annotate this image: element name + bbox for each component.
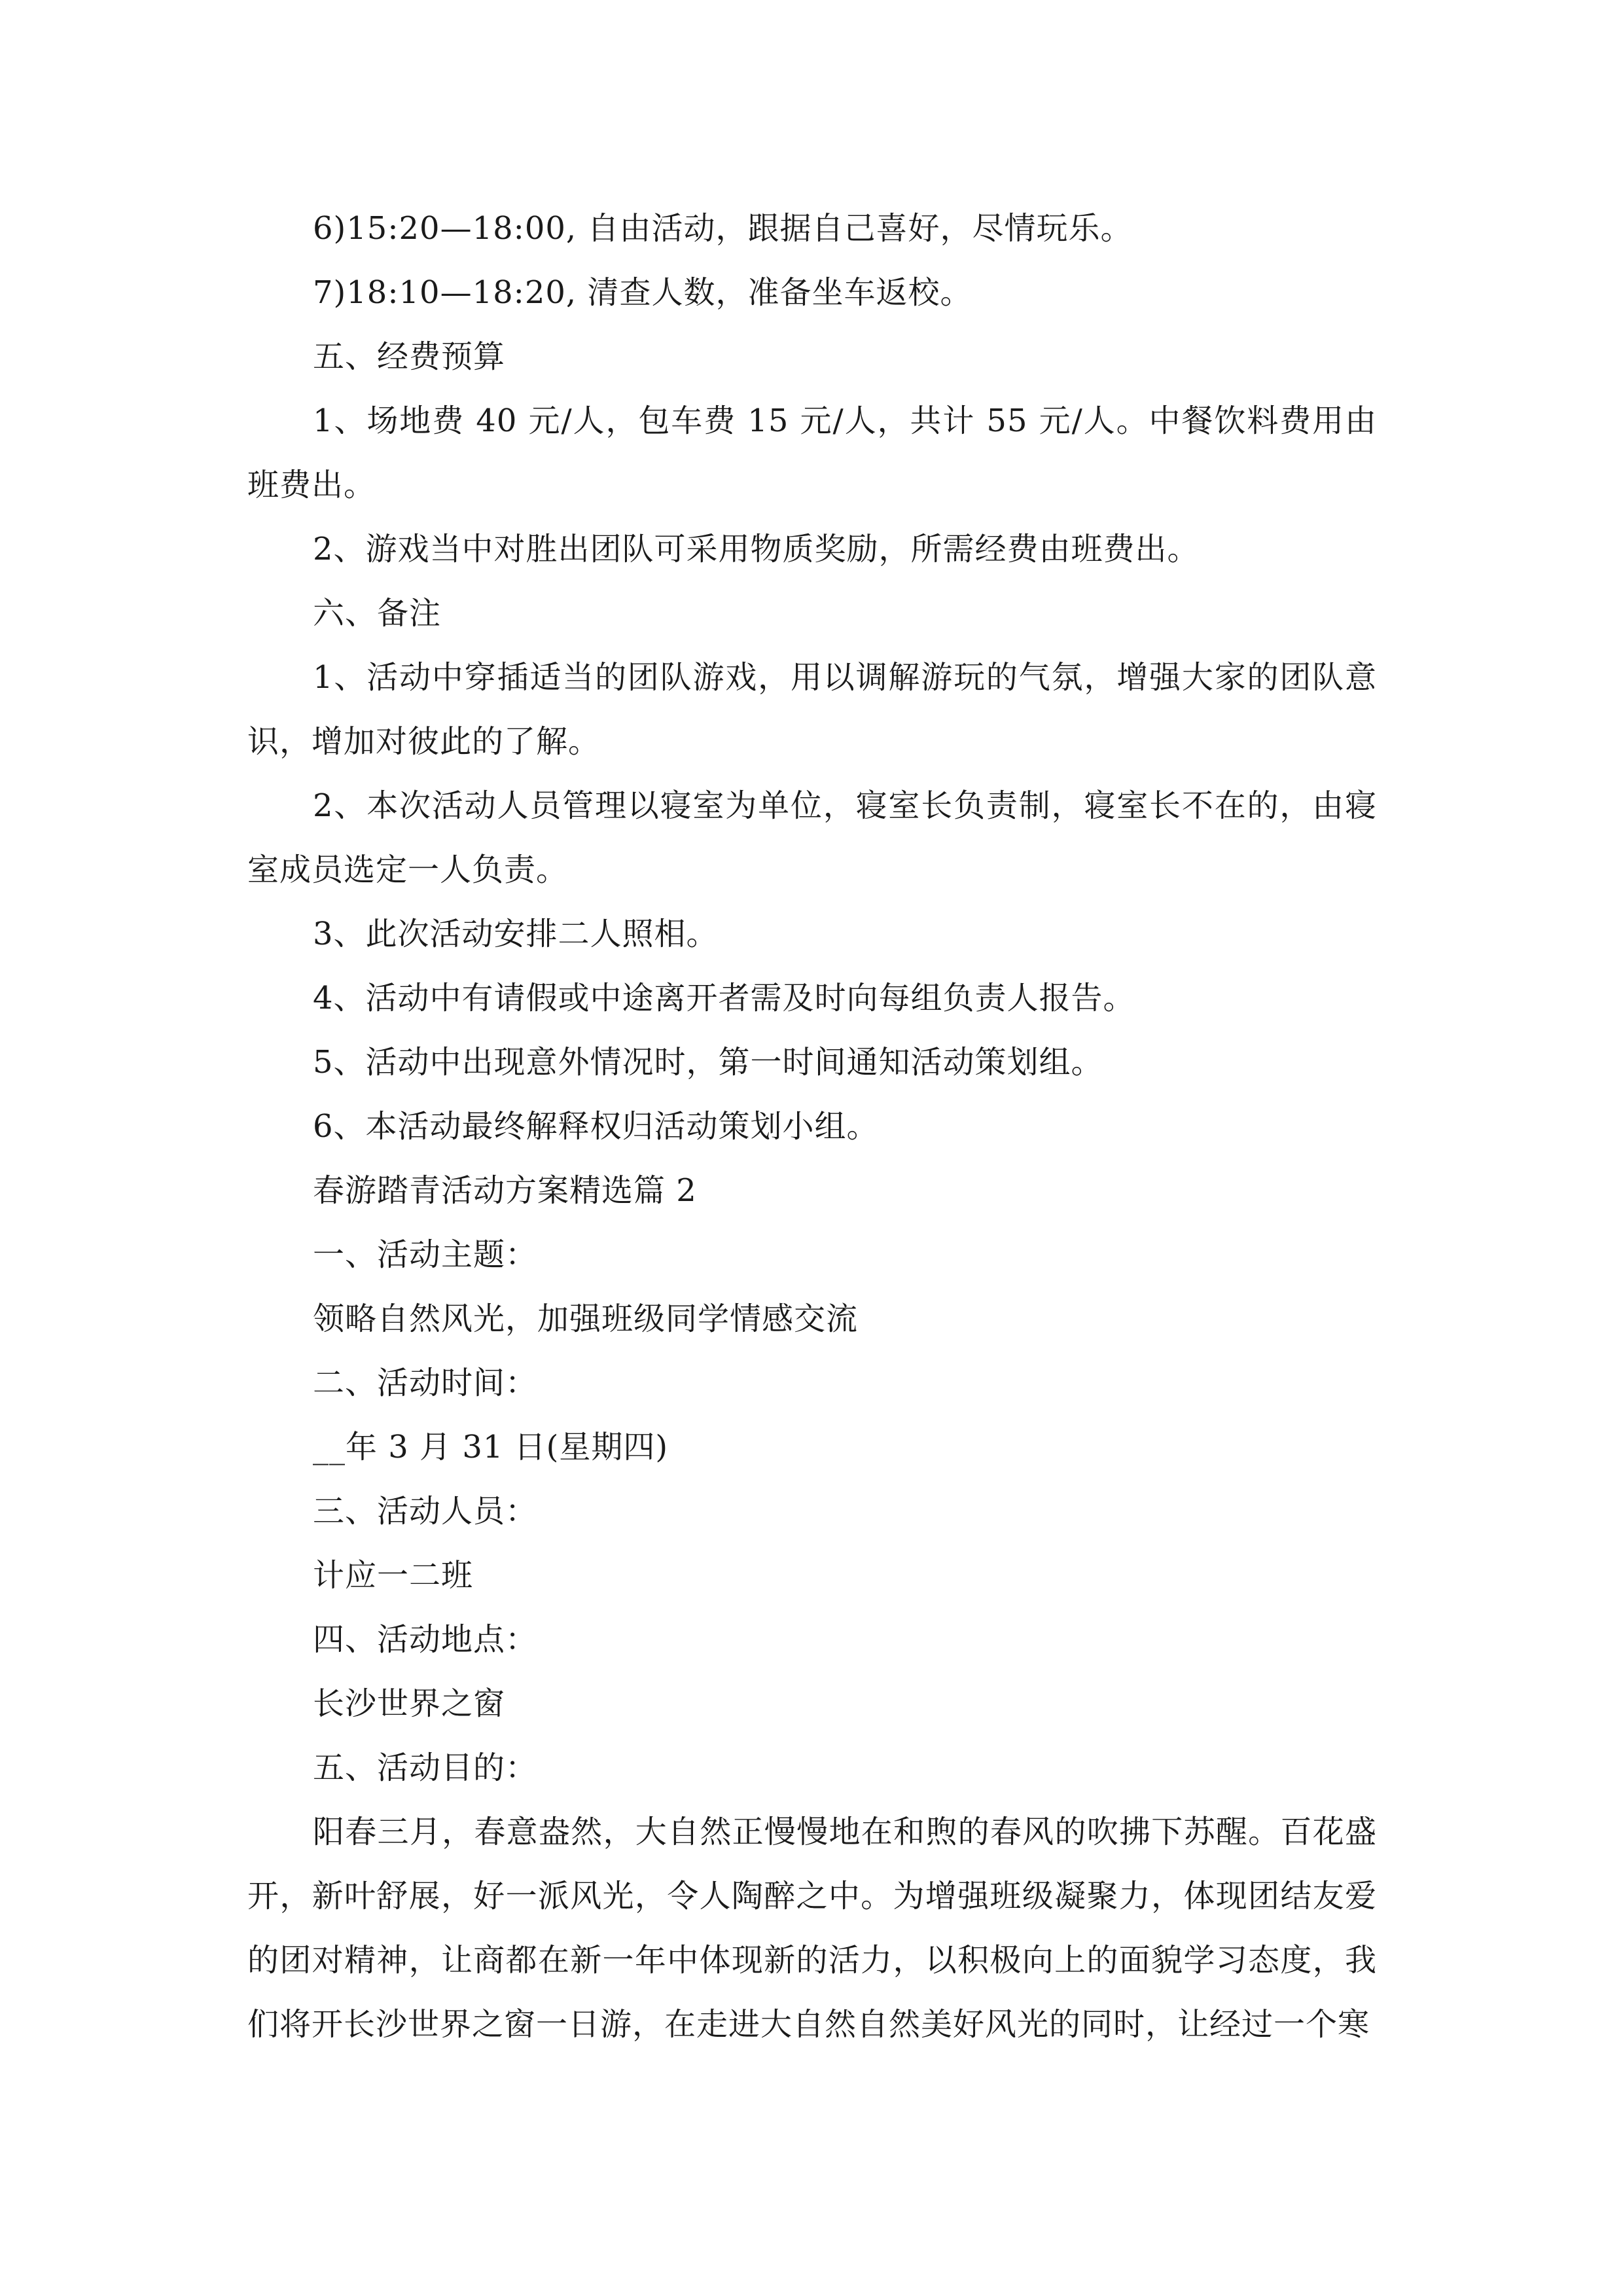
note-item-1: 1、活动中穿插适当的团队游戏，用以调解游玩的气氛，增强大家的团队意识，增加对彼此的了解。: [247, 659, 1377, 760]
budget-item-2: 2、游戏当中对胜出团队可采用物质奖励，所需经费由班费出。: [313, 531, 1200, 567]
section-heading-purpose: 五、活动目的：: [313, 1749, 538, 1786]
schedule-item-7: 7)18:10—18:20, 清查人数，准备坐车返校。: [313, 274, 972, 311]
section-heading-participants: 三、活动人员：: [313, 1493, 538, 1530]
section-heading-location: 四、活动地点：: [313, 1621, 538, 1658]
section-heading-time: 二、活动时间：: [313, 1365, 538, 1401]
section-heading-theme: 一、活动主题：: [313, 1236, 538, 1273]
article-title-2: 春游踏青活动方案精选篇 2: [313, 1172, 697, 1209]
document-page: [247, 196, 1377, 2056]
time-text: __年 3 月 31 日(星期四): [313, 1429, 669, 1465]
note-item-3: 3、此次活动安排二人照相。: [313, 916, 719, 952]
budget-item-1: 1、场地费 40 元/人，包车费 15 元/人，共计 55 元/人。中餐饮料费用由班费出。: [247, 403, 1377, 503]
location-text: 长沙世界之窗: [313, 1685, 506, 1722]
purpose-paragraph: 阳春三月，春意盎然，大自然正慢慢地在和煦的春风的吹拂下苏醒。百花盛开，新叶舒展，好一派风光，令人陶醉之中。为增强班级凝聚力，体现团结友爱的团对精神，让商都在新一年中体现新的活力，以积极向上的面貌学习态度，我们将开长沙世界之窗一日游，在走进大自然自然美好风光的同时，让经过一个寒: [247, 1814, 1377, 2043]
note-item-4: 4、活动中有请假或中途离开者需及时向每组负责人报告。: [313, 980, 1135, 1016]
schedule-item-6: 6)15:20—18:00, 自由活动，跟据自己喜好，尽情玩乐。: [313, 210, 1133, 247]
section-heading-budget: 五、经费预算: [313, 338, 506, 375]
participants-text: 计应一二班: [313, 1557, 474, 1594]
note-item-2: 2、本次活动人员管理以寝室为单位，寝室长负责制，寝室长不在的，由寝室成员选定一人负责。: [247, 787, 1377, 888]
note-item-6: 6、本活动最终解释权归活动策划小组。: [313, 1108, 879, 1145]
section-heading-notes: 六、备注: [313, 595, 442, 632]
note-item-5: 5、活动中出现意外情况时，第一时间通知活动策划组。: [313, 1044, 1103, 1081]
theme-text: 领略自然风光，加强班级同学情感交流: [313, 1300, 859, 1337]
